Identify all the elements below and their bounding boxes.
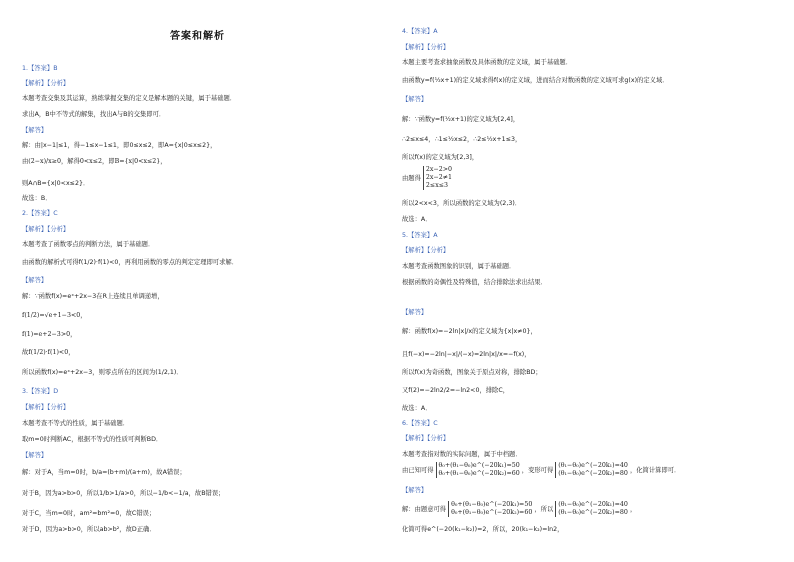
text-line: f(1)=e+2−3>0， — [22, 331, 77, 338]
text-line: 【解析】【分析】 — [22, 226, 70, 233]
text-line: 5.【答案】A — [402, 232, 438, 239]
system-line: 2x−2≠1 — [425, 173, 453, 181]
text-line: 对于C，当m=0时，am²=bm²=0，故C错误； — [22, 510, 156, 517]
system-line: (θ₁−θ₀)e^(−20k₂)=80 — [558, 469, 628, 477]
text-line: 3.【答案】D — [22, 388, 59, 395]
system-prefix: 由已知可得 — [402, 466, 434, 474]
system-line: θ₀+(θ₁−θ₀)e^(−20k₁)=50 — [438, 462, 520, 469]
text-line: 根据函数的奇偶性及特殊值，结合排除法求出结果． — [402, 279, 547, 286]
text-line: 【解答】 — [402, 309, 428, 316]
text-line: 解：对于A，当m=0时，b/a=(b+m)/(a+m)，故A错误； — [22, 469, 186, 476]
system-line: θ₀+(θ₁−θ₀)e^(−20k₁)=50 — [451, 501, 533, 508]
system-suffix: ， — [629, 505, 637, 513]
text-line: 【解答】 — [22, 277, 48, 284]
text-line: 所以函数f(x)=eˣ+2x−3，则零点所在的区间为(1/2,1)． — [22, 369, 183, 376]
system-prefix: 解：由题意可得 — [402, 505, 447, 513]
system-line: 2≤x≤3 — [425, 181, 449, 189]
text-line: 由函数的解析式可得f(1/2)·f(1)<0，再利用函数的零点的判定定理即可求解． — [22, 259, 238, 266]
system-suffix: ，化简计算即可． — [629, 466, 681, 474]
text-line: 【解析】【分析】 — [22, 404, 70, 411]
text-line: 1.【答案】B — [22, 65, 58, 72]
text-line: 又f(2)=−2ln2/2=−ln2<0，排除C， — [402, 387, 510, 394]
text-line: 故选：A． — [402, 216, 432, 223]
text-line: 解：∵函数y=f(½x+1)的定义域为[2,4]， — [402, 116, 520, 123]
system-brace — [448, 501, 532, 517]
text-line: 所以2<x<3，所以函数的定义域为(2,3)． — [402, 200, 522, 207]
text-line: 化简可得e^(−20(k₁−k₂))=2，所以，20(k₁−k₂)=ln2， — [402, 526, 564, 533]
domain-system — [402, 166, 452, 190]
text-line: 解：∵函数f(x)=eˣ+2x−3在R上连续且单调递增， — [22, 293, 164, 300]
text-line: ∴2≤x≤4，∴1≤½x≤2，∴2≤½x+1≤3， — [402, 136, 522, 143]
domain-system-prefix: 由题得 — [402, 174, 421, 182]
text-line: 对于D，因为a>b>0，所以ab>b²，故D正确． — [22, 526, 156, 533]
text-line: 本题考查函数图象的识别，属于基础题． — [402, 263, 516, 270]
system-brace — [436, 462, 520, 478]
text-line: 故选：B． — [22, 195, 52, 202]
text-line: 4.【答案】A — [402, 28, 438, 35]
text-line: 【解答】 — [402, 96, 428, 103]
system-line: (θ₁−θ₀)e^(−20k₂)=80 — [558, 508, 628, 516]
system-line: (θ₁−θ₀)e^(−20k₁)=40 — [558, 501, 628, 508]
system-brace — [555, 462, 628, 478]
text-line: 本题考查交集及其运算，熟练掌握交集的定义是解本题的关键，属于基础题． — [22, 95, 237, 102]
text-line: 取m=0时判断AC，根据不等式的性质可判断BD． — [22, 436, 163, 443]
system-line: θ₀+(θ₁−θ₀)e^(−20k₂)=60 — [438, 469, 520, 477]
text-line: 【解析】【分析】 — [402, 44, 450, 51]
text-line: 故f(1/2)·f(1)<0， — [22, 349, 75, 356]
text-line: f(1/2)=√e+1−3<0， — [22, 312, 87, 319]
system-line: (θ₁−θ₀)e^(−20k₁)=40 — [558, 462, 628, 469]
text-line: 【解析】【分析】 — [22, 80, 70, 87]
text-line: 6.【答案】C — [402, 420, 438, 427]
text-line: 【解答】 — [22, 452, 48, 459]
system-mid: ，变形可得 — [521, 466, 554, 474]
text-line: 本题考查指对数的实际问题，属于中档题． — [402, 451, 522, 458]
text-line: 故选：A． — [402, 405, 432, 412]
text-line: 2.【答案】C — [22, 210, 58, 217]
domain-system-brace — [423, 166, 452, 190]
text-line: 本题考查了函数零点的判断方法，属于基础题． — [22, 241, 155, 248]
text-line: 所以f(x)的定义域为[2,3]， — [402, 154, 479, 161]
text-line: 则A∩B={x|0<x≤2}． — [22, 180, 90, 187]
system-mid: ，所以 — [534, 505, 554, 513]
text-line: 求出A，B中不等式的解集，找出A与B的交集即可． — [22, 111, 166, 118]
system-brace — [555, 501, 628, 517]
text-line: 解：函数f(x)=−2ln|x|/x的定义域为{x|x≠0}， — [402, 328, 537, 335]
text-line: 【解答】 — [22, 127, 48, 134]
system-line: θ₀+(θ₁−θ₀)e^(−20k₂)=60 — [451, 508, 533, 516]
system-line: 2x−2>0 — [425, 166, 453, 173]
text-line: 本题考查不等式的性质，属于基础题． — [22, 420, 130, 427]
text-line: 且f(−x)=−2ln|−x|/(−x)=2ln|x|/x=−f(x)， — [402, 351, 531, 358]
text-line: 【解析】【分析】 — [402, 247, 450, 254]
page-title: 答案和解析 — [170, 31, 225, 42]
text-line: 【解析】【分析】 — [402, 435, 450, 442]
equation-system-analysis — [402, 462, 680, 478]
text-line: 本题主要考查求抽象函数及具体函数的定义域，属于基础题． — [402, 59, 573, 66]
text-line: 【解答】 — [402, 487, 428, 494]
text-line: 由(2−x)/x≥0，解得0<x≤2，即B={x|0<x≤2}， — [22, 158, 167, 165]
text-line: 所以f(x)为奇函数，图象关于原点对称，排除BD； — [402, 369, 542, 376]
text-line: 解：由|x−1|≤1，得−1≤x−1≤1，即0≤x≤2，即A={x|0≤x≤2}， — [22, 142, 217, 149]
text-line: 由函数y=f(½x+1)的定义域求得f(x)的定义域，进而结合对数函数的定义域可求g(x)的定义域． — [402, 77, 669, 84]
equation-system-solution — [402, 501, 636, 517]
text-line: 对于B，因为a>b>0，所以1/b>1/a>0，所以−1/b<−1/a，故B错误； — [22, 490, 225, 497]
